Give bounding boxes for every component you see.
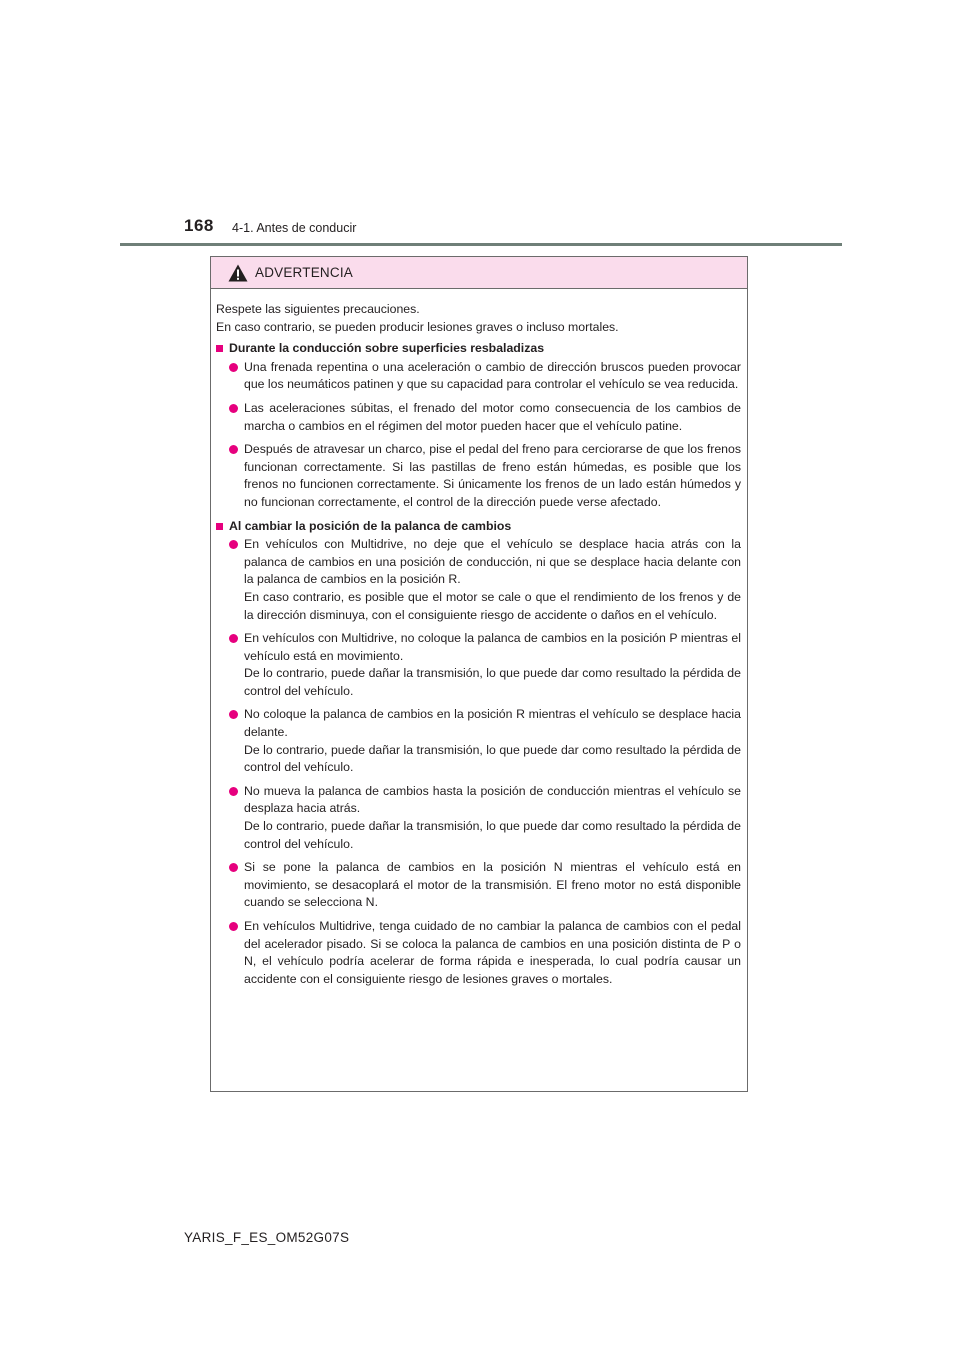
section-heading (216, 518, 741, 536)
paragraph: Las aceleraciones súbitas, el frenado del motor como consecuencia de los cambios de marcha o cambios en el régimen del motor pueden hacer que el vehículo patine. (244, 400, 741, 433)
round-bullet-icon (229, 363, 238, 372)
list-item-text (244, 783, 741, 853)
paragraph: Una frenada repentina o una aceleración o cambio de dirección bruscos pueden provocar que los neumáticos patinen y que su capacidad para controlar el vehículo se vea reducida. (244, 359, 741, 392)
paragraph: No mueva la palanca de cambios hasta la posición de conducción mientras el vehículo se desplaza hacia atrás. (244, 783, 741, 816)
paragraph: Si se pone la palanca de cambios en la posición N mientras el vehículo está en movimiento, se desacoplará el motor de la transmisión. El freno motor no está disponible cuando se selecciona N. (244, 860, 741, 910)
warning-title: ADVERTENCIA (255, 265, 353, 280)
warning-intro (216, 301, 741, 336)
list-item-text (244, 859, 741, 912)
list-item-text (244, 630, 741, 700)
list-item (229, 359, 741, 394)
round-bullet-icon (229, 540, 238, 549)
section-heading (216, 340, 741, 358)
list-item (229, 441, 741, 511)
list-item-text (244, 400, 741, 435)
section-heading-text: Durante la conducción sobre superficies resbaladizas (229, 341, 545, 356)
list-item-text (244, 918, 741, 988)
list-item-text (244, 536, 741, 624)
intro-line: Respete las siguientes precauciones. (216, 302, 420, 316)
paragraph: De lo contrario, puede dañar la transmisión, lo que puede dar como resultado la pérdida de control del vehículo. (244, 819, 741, 851)
list-item (229, 783, 741, 853)
round-bullet-icon (229, 863, 238, 872)
list-item (229, 630, 741, 700)
list-item (229, 706, 741, 776)
warning-triangle-icon (228, 264, 248, 282)
paragraph: En vehículos con Multidrive, no deje que el vehículo se desplace hacia atrás con la palanca de cambios en una posición de conducción, ni que se desplace hacia delante con la palanca de cambios en la posición R. (244, 537, 741, 587)
section-heading-text: Al cambiar la posición de la palanca de cambios (229, 518, 512, 533)
warning-header (211, 257, 747, 289)
footer-code: YARIS_F_ES_OM52G07S (184, 1230, 350, 1245)
warning-box (210, 256, 748, 1092)
header-rule (120, 243, 842, 246)
round-bullet-icon (229, 922, 238, 931)
round-bullet-icon (229, 404, 238, 413)
round-bullet-icon (229, 634, 238, 643)
paragraph: En caso contrario, es posible que el motor se cale o que el rendimiento de los frenos y de la dirección disminuya, con el consiguiente riesgo de accidente o daños en el vehículo. (244, 589, 741, 622)
section-title: 4-1. Antes de conducir (232, 221, 357, 235)
round-bullet-icon (229, 445, 238, 454)
round-bullet-icon (229, 710, 238, 719)
paragraph: No coloque la palanca de cambios en la posición R mientras el vehículo se desplace hacia delante. (244, 707, 741, 740)
paragraph: De lo contrario, puede dañar la transmisión, lo que puede dar como resultado la pérdida de control del vehículo. (244, 742, 741, 775)
paragraph: En vehículos Multidrive, tenga cuidado de no cambiar la palanca de cambios con el pedal del acelerador pisado. Si se coloca la palanca de cambios en una posición distinta de P o N, el vehículo podría acelerar de forma rápida e inesperada, lo cual podría causar un accidente con el consiguiente riesgo de lesiones graves o mortales. (244, 919, 741, 986)
paragraph: En vehículos con Multidrive, no coloque la palanca de cambios en la posición P mientras el vehículo está en movimiento. (244, 631, 741, 663)
square-bullet-icon (216, 523, 223, 530)
list-item (229, 400, 741, 435)
list-item-text (244, 359, 741, 394)
intro-line: En caso contrario, se pueden producir lesiones graves o incluso mortales. (216, 319, 619, 334)
list-item (229, 536, 741, 624)
list-item-text (244, 706, 741, 776)
page-number: 168 (184, 216, 214, 235)
paragraph: De lo contrario, puede dañar la transmisión, lo que puede dar como resultado la pérdida de control del vehículo. (244, 666, 741, 698)
round-bullet-icon (229, 787, 238, 796)
paragraph: Después de atravesar un charco, pise el pedal del freno para cerciorarse de que los frenos funcionan correctamente. Si las pastillas de freno están húmedas, es posible que los frenos no funcionen correctamente. Si únicamente los frenos de un lado están húmedos y no funcionan correctamente, el control de la dirección puede verse afectado. (244, 442, 741, 509)
list-item-text (244, 441, 741, 511)
list-item (229, 918, 741, 988)
list-item (229, 859, 741, 912)
warning-body (211, 289, 747, 988)
square-bullet-icon (216, 345, 223, 352)
